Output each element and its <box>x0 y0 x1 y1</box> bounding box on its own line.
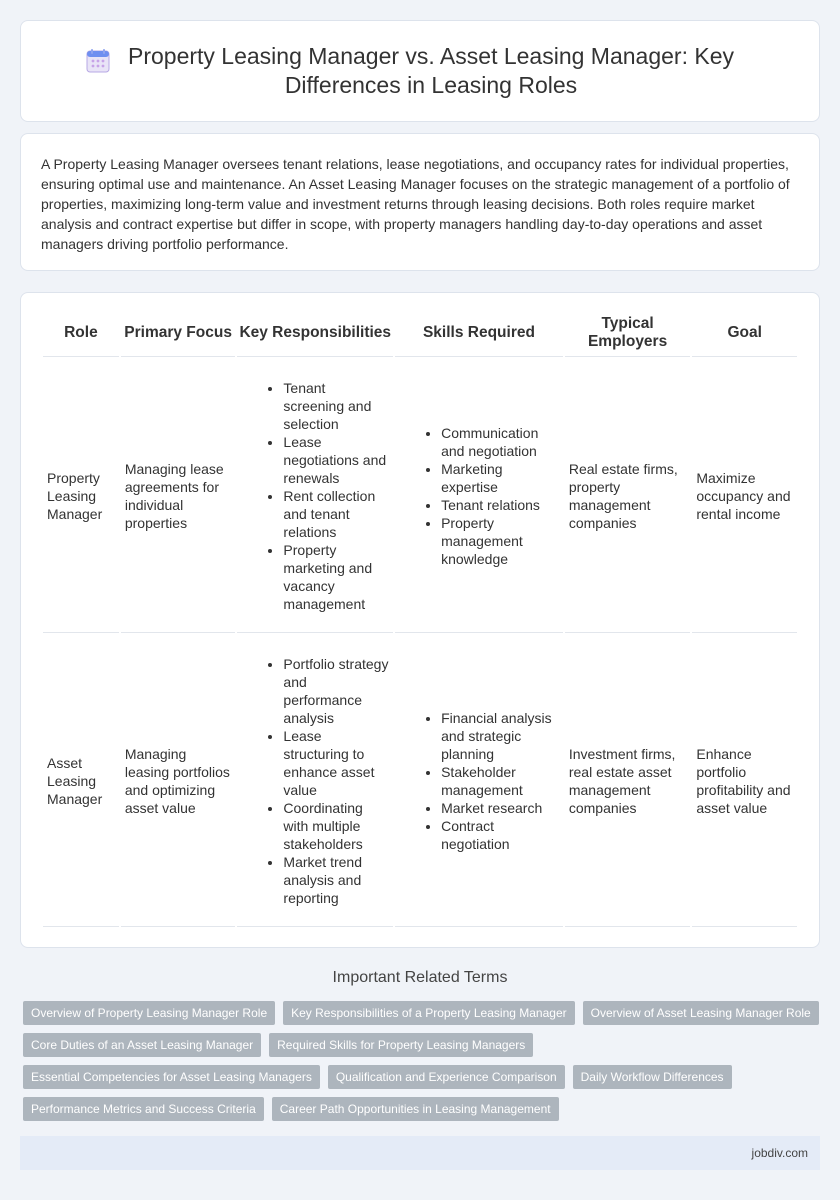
cell-goal: Enhance portfolio profitability and asset value <box>692 635 797 927</box>
cell-focus: Managing lease agreements for individual properties <box>121 359 236 633</box>
title-card <box>20 20 820 122</box>
table-row <box>43 359 797 633</box>
list-item: • Coordinating with multiple stakeholders <box>283 799 389 853</box>
list-item: • Market trend analysis and reporting <box>283 853 389 907</box>
cell-goal: Maximize occupancy and rental income <box>692 359 797 633</box>
related-terms-tags <box>23 1001 823 1121</box>
header-goal: Goal <box>692 309 797 357</box>
related-term-tag[interactable]: Daily Workflow Differences <box>573 1065 732 1089</box>
related-term-tag[interactable]: Overview of Property Leasing Manager Role <box>23 1001 275 1025</box>
related-term-tag[interactable]: Key Responsibilities of a Property Leasing Manager <box>283 1001 574 1025</box>
comparison-table <box>41 307 799 929</box>
list-item: • Lease negotiations and renewals <box>283 433 389 487</box>
table-header-row <box>43 309 797 357</box>
related-term-tag[interactable]: Performance Metrics and Success Criteria <box>23 1097 264 1121</box>
list-item: • Rent collection and tenant relations <box>283 487 389 541</box>
table-row <box>43 635 797 927</box>
cell-role: Property Leasing Manager <box>43 359 119 633</box>
list-item: • Stakeholder management <box>441 763 559 799</box>
list-item: • Portfolio strategy and performance analysis <box>283 655 389 727</box>
cell-skills <box>395 635 563 927</box>
related-term-tag[interactable]: Overview of Asset Leasing Manager Role <box>583 1001 819 1025</box>
related-term-tag[interactable]: Qualification and Experience Comparison <box>328 1065 565 1089</box>
header-skills-required: Skills Required <box>395 309 563 357</box>
list-item: • Lease structuring to enhance asset value <box>283 727 389 799</box>
cell-role: Asset Leasing Manager <box>43 635 119 927</box>
comparison-table-card <box>20 292 820 948</box>
header-primary-focus: Primary Focus <box>121 309 236 357</box>
page-title: Property Leasing Manager vs. Asset Leasing Manager: Key Differences in Leasing Roles <box>127 43 734 98</box>
footer-site-link[interactable]: jobdiv.com <box>751 1146 808 1160</box>
header-role: Role <box>43 309 119 357</box>
list-item: • Tenant relations <box>441 496 559 514</box>
header-key-responsibilities: Key Responsibilities <box>237 309 393 357</box>
list-item: • Tenant screening and selection <box>283 379 389 433</box>
cell-responsibilities <box>237 635 393 927</box>
related-term-tag[interactable]: Core Duties of an Asset Leasing Manager <box>23 1033 261 1057</box>
cell-focus: Managing leasing portfolios and optimizing asset value <box>121 635 236 927</box>
cell-employers: Real estate firms, property management companies <box>565 359 691 633</box>
list-item: • Financial analysis and strategic planning <box>441 709 559 763</box>
cell-employers: Investment firms, real estate asset management companies <box>565 635 691 927</box>
intro-card <box>20 133 820 271</box>
list-item: • Communication and negotiation <box>441 424 559 460</box>
related-term-tag[interactable]: Required Skills for Property Leasing Managers <box>269 1033 533 1057</box>
related-term-tag[interactable]: Essential Competencies for Asset Leasing Managers <box>23 1065 320 1089</box>
intro-paragraph: A Property Leasing Manager oversees tenant relations, lease negotiations, and occupancy rates for individual properties, ensuring optimal use and maintenance. An Asset Leasing Manager focuses on the strategic management of a portfolio of properties, maximizing long-term value and investment returns through leasing decisions. Both roles require market analysis and contract expertise but differ in scope, with property managers handling day-to-day operations and asset managers driving portfolio performance. <box>41 156 790 252</box>
list-item: • Property management knowledge <box>441 514 559 568</box>
footer <box>20 1136 820 1170</box>
list-item: • Property marketing and vacancy management <box>283 541 389 613</box>
list-item: • Contract negotiation <box>441 817 559 853</box>
cell-responsibilities <box>237 359 393 633</box>
related-term-tag[interactable]: Career Path Opportunities in Leasing Management <box>272 1097 559 1121</box>
list-item: • Market research <box>441 799 559 817</box>
related-terms-title: Important Related Terms <box>332 969 508 986</box>
cell-skills <box>395 359 563 633</box>
header-typical-employers: Typical Employers <box>565 309 691 357</box>
list-item: • Marketing expertise <box>441 460 559 496</box>
